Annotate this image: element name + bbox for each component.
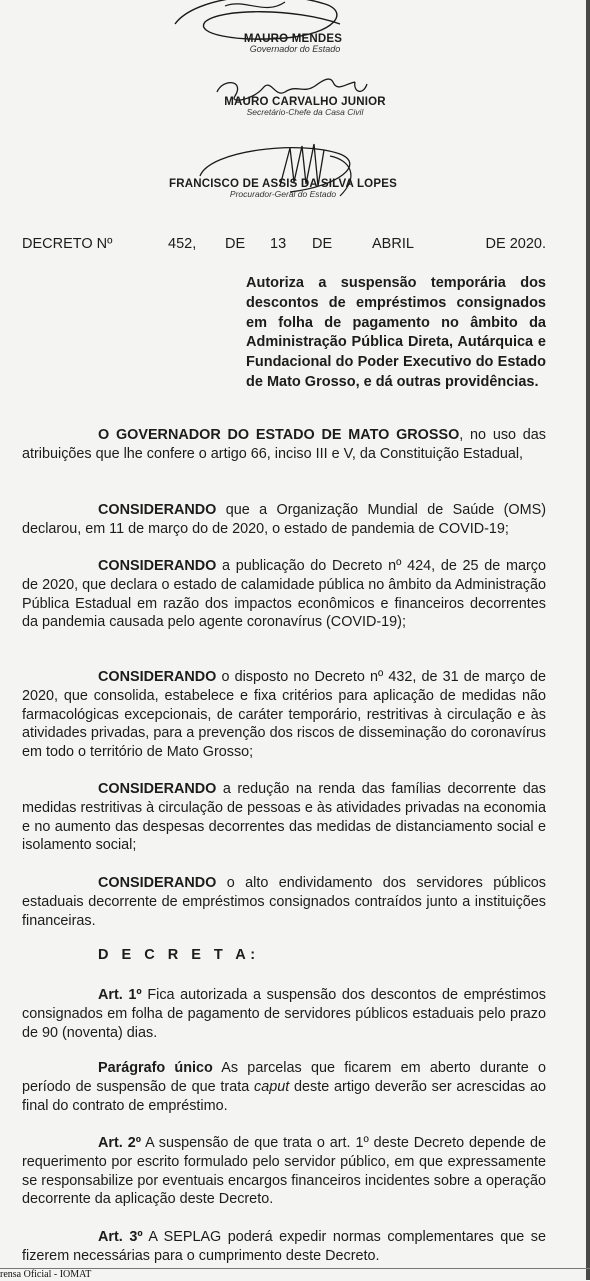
- caput-term: caput: [254, 1078, 290, 1095]
- considerando-paragraph: [22, 501, 546, 539]
- sole-paragraph-label: Parágrafo único: [98, 1060, 213, 1076]
- sole-paragraph-text: As parcelas que ficarem em aberto durante o período de suspensão de que trata: [22, 1060, 546, 1095]
- sole-paragraph-text-end: deste artigo deverão ser acrescidas ao final do contrato de empréstimo.: [22, 1078, 546, 1114]
- signature-role: Procurador-Geral do Estado: [229, 189, 337, 199]
- preamble: [22, 426, 546, 464]
- article-number: Art. 3º: [98, 1229, 143, 1245]
- signature-name: MAURO CARVALHO JUNIOR: [224, 96, 386, 108]
- considerando-text: a publicação do Decreto nº 424, de 25 de março de 2020, que declara o estado de calamidade pública no âmbito da Administração Pública Estadual em razão dos impactos econômicos e financeiros decorrentes da pandemia causada pelo agente coronavírus (COVID-19);: [22, 558, 546, 631]
- article-number: Art. 1º: [98, 987, 142, 1003]
- decree-summary: Autoriza a suspensão temporária dos descontos de empréstimos consignados em folha de pagamento no âmbito da Administração Pública Direta, Autárquica e Fundacional do Poder Executivo do Estado de Mato Grosso, e dá outras providências.: [246, 275, 546, 390]
- considerando-paragraph: [22, 874, 546, 930]
- signature-name: MAURO MENDES: [243, 33, 343, 45]
- considerando-text: o disposto no Decreto nº 432, de 31 de março de 2020, que consolida, estabelece e fixa critérios para aplicação de medidas não farmacológicas excepcionais, de caráter temporário, restritivas à circulação e às atividades privadas, para a prevenção dos riscos de disseminação do coronavírus em todo o território de Mato Grosso;: [22, 669, 546, 761]
- preamble-bold: O GOVERNADOR DO ESTADO DE MATO GROSSO: [98, 427, 460, 443]
- decree-number: 452,: [168, 236, 197, 252]
- decree-day: 13: [270, 236, 287, 252]
- considerando-keyword: CONSIDERANDO: [98, 558, 217, 574]
- considerando-keyword: CONSIDERANDO: [98, 875, 217, 891]
- signature-role: Governador do Estado: [249, 44, 341, 54]
- considerando-paragraph: [22, 557, 546, 632]
- decree-header: [22, 236, 546, 256]
- article-text: Fica autorizada a suspensão dos descontos de empréstimos consignados em folha de pagamento de servidores públicos estaduais pelo prazo de 90 (noventa) dias.: [22, 987, 546, 1041]
- considerando-text: a redução na renda das famílias decorrente das medidas restritivas à circulação de pessoas e às atividades privadas na economia e no aumento das despesas decorrentes das medidas de distanciamento social e isolamento social;: [22, 781, 546, 854]
- considerando-keyword: CONSIDERANDO: [98, 781, 217, 797]
- decree-month: ABRIL: [372, 236, 414, 252]
- considerando-paragraph: [22, 668, 546, 762]
- sole-paragraph: [22, 1059, 546, 1115]
- considerando-text: que a Organização Mundial de Saúde (OMS) declarou, em 11 de março do de 2020, o estado de pandemia de COVID-19;: [22, 502, 546, 537]
- decree-label: DECRETO Nº: [22, 236, 113, 252]
- considerando-text: o alto endividamento dos servidores públicos estaduais decorrente de empréstimos consignados contraídos junto a instituições financeiras.: [22, 875, 546, 929]
- publisher-footer: rensa Oficial - IOMAT: [0, 1268, 590, 1281]
- decree-year: DE 2020.: [485, 236, 546, 252]
- decree-de-1: DE: [225, 236, 246, 252]
- article-text: A suspensão de que trata o art. 1º deste Decreto depende de requerimento por escrito formulado pelo servidor público, em que expressamente se responsabilize por eventuais encargos financeiros incidentes sobre a operação decorrente da aplicação deste Decreto.: [22, 1135, 546, 1208]
- decree-de-2: DE: [312, 236, 333, 252]
- article-1: [22, 986, 546, 1042]
- article-number: Art. 2º: [98, 1135, 141, 1151]
- article-3: [22, 1228, 546, 1266]
- article-2: [22, 1134, 546, 1209]
- signature-role: Secretário-Chefe da Casa Civil: [246, 107, 364, 117]
- page-edge-shadow: [586, 0, 590, 1280]
- considerando-keyword: CONSIDERANDO: [98, 669, 217, 685]
- preamble-text: , no uso das atribuições que lhe confere o artigo 66, inciso III e V, da Constituição Estadual,: [22, 427, 546, 462]
- considerando-keyword: CONSIDERANDO: [98, 502, 217, 518]
- signature-name: FRANCISCO DE ASSIS DA SILVA LOPES: [169, 178, 397, 190]
- article-text: A SEPLAG poderá expedir normas complementares que se fizerem necessárias para o cumprimento deste Decreto.: [22, 1229, 546, 1264]
- decreta-heading: D E C R E T A:: [98, 947, 260, 963]
- considerando-paragraph: [22, 780, 546, 855]
